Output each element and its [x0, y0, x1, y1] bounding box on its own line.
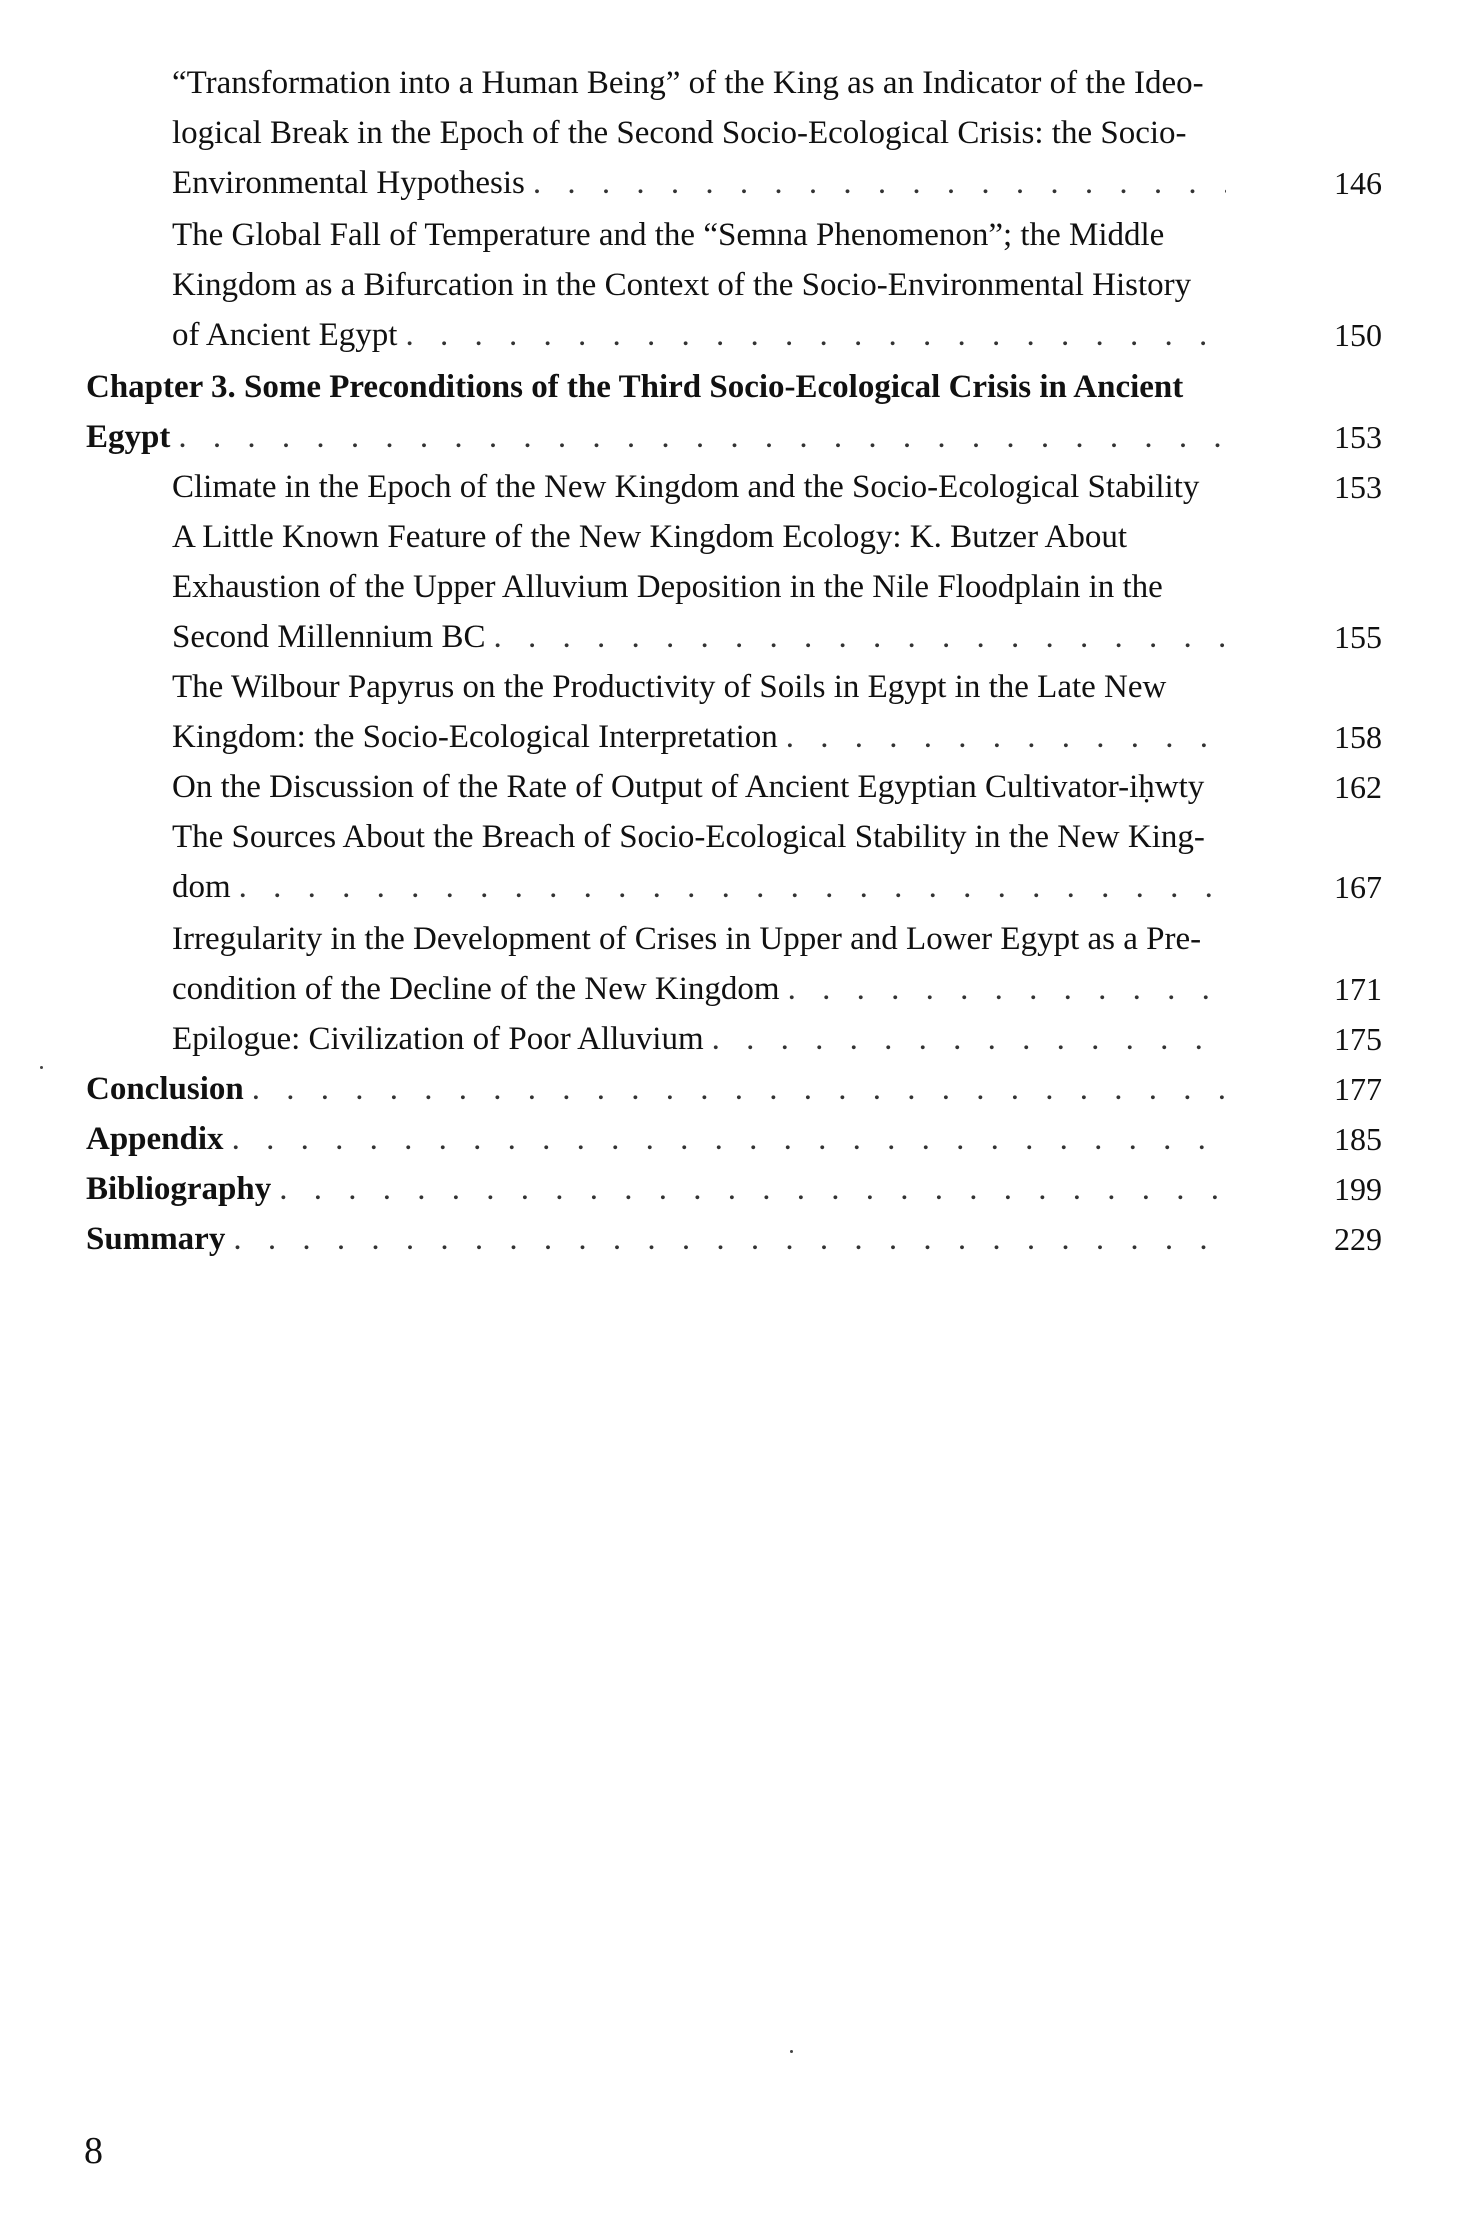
toc-entry — [172, 58, 1226, 208]
page-number: 150 — [1334, 317, 1382, 353]
dot-leader — [271, 1164, 1226, 1214]
page-number: 155 — [1334, 619, 1382, 655]
toc-section-entry — [86, 1214, 1226, 1264]
toc-entry-line: logical Break in the Epoch of the Second Socio-Ecological Crisis: the Socio- — [172, 115, 1187, 151]
toc-entry — [172, 762, 1226, 812]
toc-entry-last-line — [172, 310, 1226, 360]
scan-speck — [790, 2050, 793, 2053]
page-number: 185 — [1334, 1121, 1382, 1157]
toc-entry — [172, 662, 1226, 762]
dot-leader — [231, 862, 1226, 912]
toc-entry-line: Kingdom as a Bifurcation in the Context of the Socio-Environmental History — [172, 267, 1192, 303]
toc-entry-line: The Global Fall of Temperature and the “Semna Phenomenon”; the Middle — [172, 217, 1165, 253]
toc-entry-line: Climate in the Epoch of the New Kingdom and the Socio-Ecological Stability — [172, 469, 1200, 505]
toc-entry-last-line — [172, 964, 1226, 1014]
toc-entry-line: of Ancient Egypt — [172, 317, 398, 353]
toc-entry — [172, 914, 1226, 1014]
toc-section-entry — [86, 1064, 1226, 1114]
dot-leader — [778, 712, 1226, 762]
toc-entry-line: Exhaustion of the Upper Alluvium Deposition in the Nile Floodplain in the — [172, 569, 1163, 605]
toc-entry-last-line — [86, 412, 1226, 462]
toc-section-entry — [86, 1164, 1226, 1214]
toc-entry-last-line — [172, 762, 1226, 812]
toc-entry-line: dom — [172, 869, 231, 905]
toc-entry-line: Epilogue: Civilization of Poor Alluvium — [172, 1021, 704, 1057]
page-number: 171 — [1334, 971, 1382, 1007]
toc-entry-last-line — [172, 158, 1226, 208]
toc-entry-line: Egypt — [86, 419, 171, 455]
toc-entry-line: “Transformation into a Human Being” of the King as an Indicator of the Ideo- — [172, 65, 1204, 101]
toc-chapter-entry — [86, 362, 1226, 462]
page-folio-number: 8 — [84, 2130, 103, 2172]
toc-entry-last-line — [86, 1064, 1226, 1114]
page-number: 167 — [1334, 869, 1382, 905]
page-number: 175 — [1334, 1021, 1382, 1057]
toc-entry-last-line — [172, 612, 1226, 662]
toc-entry-line: The Wilbour Papyrus on the Productivity of Soils in Egypt in the Late New — [172, 669, 1167, 705]
page-number: 146 — [1334, 165, 1382, 201]
dot-leader — [225, 1214, 1226, 1264]
toc-entry-line: Second Millennium BC — [172, 619, 486, 655]
dot-leader — [525, 158, 1226, 208]
toc-entry-line: On the Discussion of the Rate of Output of Ancient Egyptian Cultivator-iḥwty — [172, 769, 1205, 805]
toc-entry-line: Kingdom: the Socio-Ecological Interpretation — [172, 719, 778, 755]
toc-entry-last-line — [172, 862, 1226, 912]
toc-entry-line: Chapter 3. Some Preconditions of the Third Socio-Ecological Crisis in Ancient — [86, 369, 1184, 405]
toc-entry — [172, 512, 1226, 662]
toc-entry — [172, 462, 1226, 512]
toc-entry-last-line — [86, 1164, 1226, 1214]
dot-leader — [397, 310, 1226, 360]
toc-entry — [172, 210, 1226, 360]
toc-section-entry — [86, 1114, 1226, 1164]
toc-entry-line: Appendix — [86, 1121, 224, 1157]
dot-leader — [224, 1114, 1226, 1164]
toc-entry-line: Irregularity in the Development of Crises in Upper and Lower Egypt as a Pre- — [172, 921, 1202, 957]
toc-entry-line: The Sources About the Breach of Socio-Ecological Stability in the New King- — [172, 819, 1205, 855]
page-number: 162 — [1334, 769, 1382, 805]
dot-leader — [244, 1064, 1226, 1114]
dot-leader — [780, 964, 1226, 1014]
dot-leader — [170, 412, 1226, 462]
toc-entry-line: Conclusion — [86, 1071, 244, 1107]
page-number: 177 — [1334, 1071, 1382, 1107]
page-number: 229 — [1334, 1221, 1382, 1257]
page-number: 199 — [1334, 1171, 1382, 1207]
page-number: 153 — [1334, 469, 1382, 505]
toc-entry — [172, 812, 1226, 912]
toc-entry-last-line — [172, 462, 1226, 512]
dot-leader — [704, 1014, 1226, 1064]
toc-entry-line: condition of the Decline of the New Kingdom — [172, 971, 780, 1007]
toc-entry-line: Bibliography — [86, 1171, 272, 1207]
toc-entry-line: Summary — [86, 1221, 226, 1257]
toc-entry-last-line — [86, 1114, 1226, 1164]
toc-entry-last-line — [172, 712, 1226, 762]
page-number: 158 — [1334, 719, 1382, 755]
toc-entry — [172, 1014, 1226, 1064]
dot-leader — [486, 612, 1227, 662]
toc-entry-last-line — [172, 1014, 1226, 1064]
scan-speck — [40, 1066, 43, 1069]
toc-entry-line: Environmental Hypothesis — [172, 165, 525, 201]
toc-entry-last-line — [86, 1214, 1226, 1264]
page-number: 153 — [1334, 419, 1382, 455]
toc-entry-line: A Little Known Feature of the New Kingdom Ecology: K. Butzer About — [172, 519, 1128, 555]
